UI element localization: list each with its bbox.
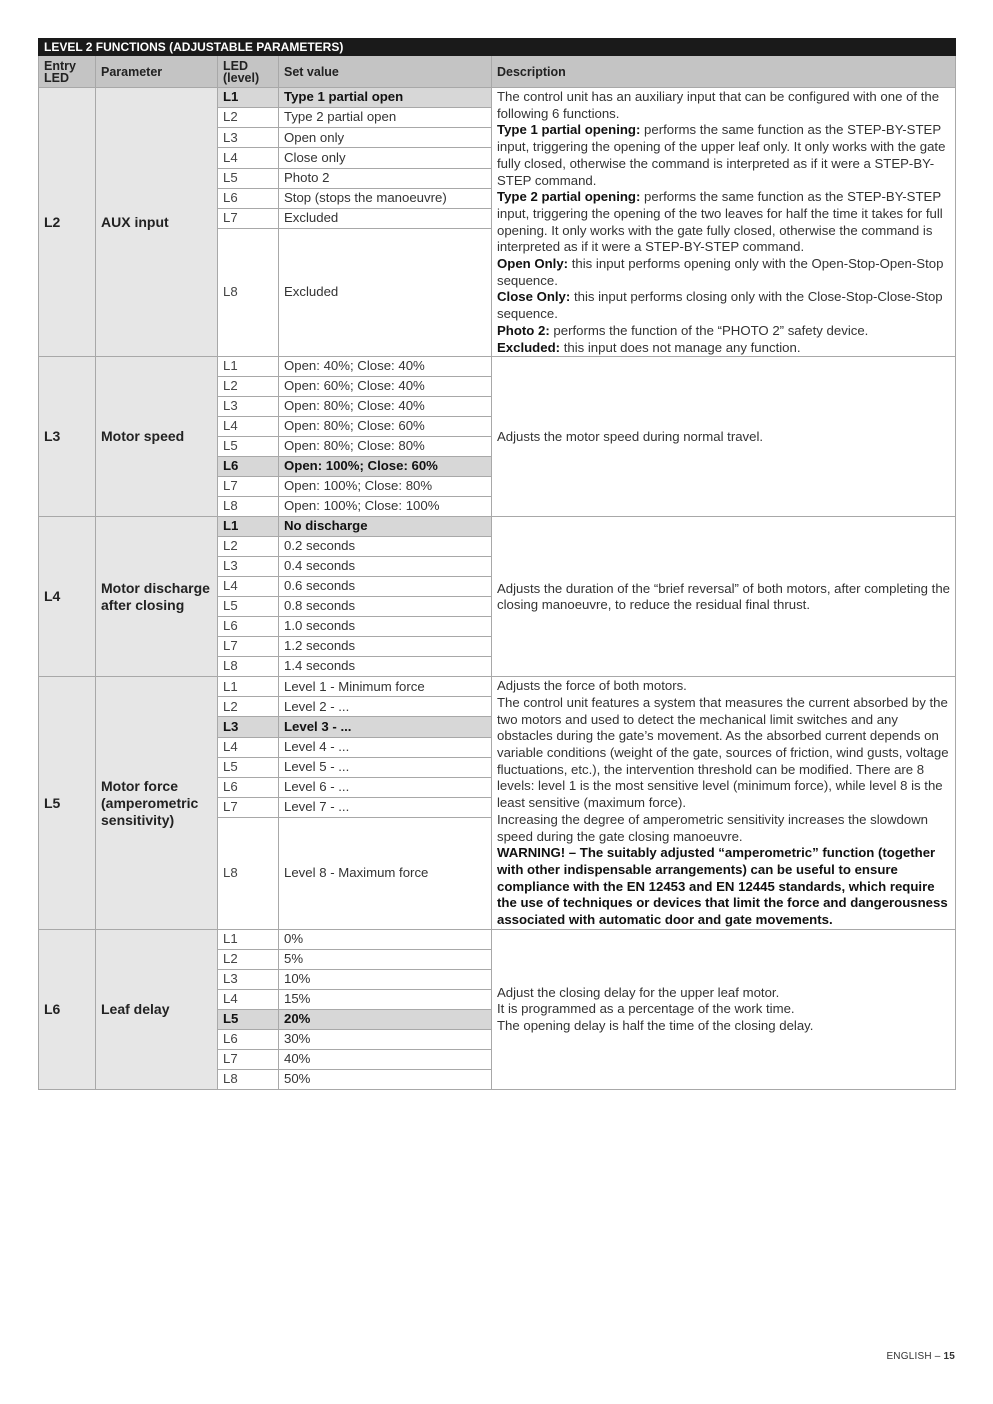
led-level-cell: L5 bbox=[218, 168, 279, 188]
group-l5-description bbox=[492, 677, 956, 930]
description-text: Adjusts the force of both motors. bbox=[497, 678, 687, 694]
led-level-cell: L2 bbox=[218, 949, 279, 969]
led-level-cell: L6 bbox=[218, 617, 279, 637]
led-level-cell: L3 bbox=[218, 397, 279, 417]
group-l2-parameter: AUX input bbox=[96, 88, 218, 357]
table-row bbox=[39, 88, 956, 108]
description-paragraph bbox=[497, 1018, 950, 1035]
group-l4-entry-led: L4 bbox=[39, 517, 96, 677]
led-level-cell: L4 bbox=[218, 737, 279, 757]
description-text: performs the same function as the STEP-BY-STEP input, triggering the opening of the upper leaf only. It only works with the gate fully closed, otherwise the command is interpreted as if it were a STEP-BY-STEP command. bbox=[497, 122, 946, 188]
led-level-cell: L4 bbox=[218, 417, 279, 437]
header-set-value: Set value bbox=[279, 56, 492, 88]
description-paragraph bbox=[497, 122, 950, 189]
led-level-cell: L5 bbox=[218, 437, 279, 457]
description-paragraph bbox=[497, 429, 950, 446]
description-text: this input performs closing only with the Close-Stop-Close-Stop sequence. bbox=[497, 289, 943, 322]
table-row bbox=[39, 517, 956, 537]
description-text: Adjusts the motor speed during normal travel. bbox=[497, 428, 764, 444]
set-value-cell: Level 8 - Maximum force bbox=[279, 818, 492, 930]
set-value-cell: No discharge bbox=[279, 517, 492, 537]
description-bold: Type 2 partial opening: bbox=[497, 189, 641, 205]
led-level-cell: L8 bbox=[218, 229, 279, 357]
description-paragraph bbox=[497, 845, 950, 929]
set-value-cell: Type 1 partial open bbox=[279, 88, 492, 108]
set-value-cell: Open only bbox=[279, 128, 492, 148]
led-level-cell: L1 bbox=[218, 929, 279, 949]
led-level-cell: L4 bbox=[218, 989, 279, 1009]
table-row bbox=[39, 357, 956, 377]
led-level-cell: L7 bbox=[218, 208, 279, 228]
group-l6-description bbox=[492, 929, 956, 1089]
led-level-cell: L3 bbox=[218, 557, 279, 577]
table-title: LEVEL 2 FUNCTIONS (ADJUSTABLE PARAMETERS) bbox=[39, 39, 956, 56]
set-value-cell: 15% bbox=[279, 989, 492, 1009]
description-text: The control unit features a system that measures the current absorbed by the two motors and used to detect the mechanical limit switches and any obstacles during the gate’s movement. As the absorbed current depends on variable conditions (weight of the gate, sources of friction, wind gusts, voltage fluctuations, etc.), the intervention threshold can be modified. There are 8 levels: level 1 is the most sensitive level (minimum force), while level 8 is the least sensitive (maximum force). bbox=[497, 694, 949, 811]
led-level-cell: L7 bbox=[218, 637, 279, 657]
set-value-cell: Photo 2 bbox=[279, 168, 492, 188]
set-value-cell: 30% bbox=[279, 1029, 492, 1049]
led-level-cell: L1 bbox=[218, 677, 279, 697]
led-level-cell: L7 bbox=[218, 797, 279, 817]
description-text: this input performs opening only with the Open-Stop-Open-Stop sequence. bbox=[497, 256, 944, 288]
set-value-cell: 0.2 seconds bbox=[279, 537, 492, 557]
description-paragraph bbox=[497, 812, 950, 845]
led-level-cell: L4 bbox=[218, 577, 279, 597]
led-level-cell: L6 bbox=[218, 777, 279, 797]
led-level-cell: L6 bbox=[218, 457, 279, 477]
set-value-cell: 1.4 seconds bbox=[279, 657, 492, 677]
header-entry-led: Entry LED bbox=[39, 56, 96, 88]
group-l2-description bbox=[492, 88, 956, 357]
footer-language: ENGLISH – bbox=[886, 1351, 944, 1362]
header-led-level: LED (level) bbox=[218, 56, 279, 88]
set-value-cell: Close only bbox=[279, 148, 492, 168]
page bbox=[38, 38, 955, 1362]
led-level-cell: L7 bbox=[218, 477, 279, 497]
set-value-cell: Open: 100%; Close: 80% bbox=[279, 477, 492, 497]
set-value-cell: 5% bbox=[279, 949, 492, 969]
description-paragraph bbox=[497, 1001, 950, 1018]
set-value-cell: Level 2 - ... bbox=[279, 697, 492, 717]
description-paragraph bbox=[497, 256, 950, 289]
set-value-cell: Open: 40%; Close: 40% bbox=[279, 357, 492, 377]
header-description: Description bbox=[492, 56, 956, 88]
led-level-cell: L8 bbox=[218, 1069, 279, 1089]
led-level-cell: L8 bbox=[218, 818, 279, 930]
group-l3-parameter: Motor speed bbox=[96, 357, 218, 517]
description-text: Increasing the degree of amperometric sensitivity increases the slowdown speed during the gate closing manoeuvre. bbox=[497, 811, 929, 844]
description-paragraph bbox=[497, 985, 950, 1002]
group-l6-entry-led: L6 bbox=[39, 929, 96, 1089]
led-level-cell: L7 bbox=[218, 1049, 279, 1069]
led-level-cell: L1 bbox=[218, 517, 279, 537]
set-value-cell: 10% bbox=[279, 969, 492, 989]
table-header-row bbox=[39, 56, 956, 88]
description-text: Adjust the closing delay for the upper leaf motor. bbox=[497, 984, 780, 1000]
set-value-cell: Open: 80%; Close: 60% bbox=[279, 417, 492, 437]
set-value-cell: Stop (stops the manoeuvre) bbox=[279, 188, 492, 208]
group-l5-parameter: Motor force (amperometric sensitivity) bbox=[96, 677, 218, 930]
set-value-cell: Level 6 - ... bbox=[279, 777, 492, 797]
description-text: this input does not manage any function. bbox=[560, 339, 801, 355]
set-value-cell: 0% bbox=[279, 929, 492, 949]
set-value-cell: Level 1 - Minimum force bbox=[279, 677, 492, 697]
led-level-cell: L8 bbox=[218, 497, 279, 517]
led-level-cell: L3 bbox=[218, 128, 279, 148]
description-text: The control unit has an auxiliary input that can be configured with one of the following 6 functions. bbox=[497, 89, 940, 121]
description-bold: Close Only: bbox=[497, 289, 571, 305]
set-value-cell: 1.2 seconds bbox=[279, 637, 492, 657]
table-body bbox=[39, 88, 956, 1090]
table-title-row bbox=[39, 39, 956, 56]
led-level-cell: L8 bbox=[218, 657, 279, 677]
description-paragraph bbox=[497, 340, 950, 357]
description-paragraph bbox=[497, 678, 950, 695]
set-value-cell: Level 3 - ... bbox=[279, 717, 492, 737]
table-row bbox=[39, 929, 956, 949]
description-bold: Open Only: bbox=[497, 256, 569, 272]
led-level-cell: L1 bbox=[218, 88, 279, 108]
description-paragraph bbox=[497, 89, 950, 122]
led-level-cell: L2 bbox=[218, 108, 279, 128]
set-value-cell: 0.4 seconds bbox=[279, 557, 492, 577]
led-level-cell: L3 bbox=[218, 969, 279, 989]
group-l5-entry-led: L5 bbox=[39, 677, 96, 930]
led-level-cell: L6 bbox=[218, 1029, 279, 1049]
set-value-cell: 50% bbox=[279, 1069, 492, 1089]
led-level-cell: L2 bbox=[218, 537, 279, 557]
description-text: performs the function of the “PHOTO 2” safety device. bbox=[549, 322, 869, 338]
set-value-cell: Open: 80%; Close: 80% bbox=[279, 437, 492, 457]
level2-functions-table bbox=[38, 38, 956, 1090]
set-value-cell: Excluded bbox=[279, 229, 492, 357]
description-bold: Photo 2: bbox=[497, 322, 550, 338]
group-l2-entry-led: L2 bbox=[39, 88, 96, 357]
set-value-cell: Excluded bbox=[279, 208, 492, 228]
set-value-cell: Open: 80%; Close: 40% bbox=[279, 397, 492, 417]
description-bold: Excluded: bbox=[497, 339, 561, 355]
description-paragraph bbox=[497, 289, 950, 322]
set-value-cell: 40% bbox=[279, 1049, 492, 1069]
table-row bbox=[39, 677, 956, 697]
page-number: 15 bbox=[943, 1351, 955, 1362]
led-level-cell: L5 bbox=[218, 597, 279, 617]
led-level-cell: L2 bbox=[218, 697, 279, 717]
group-l3-entry-led: L3 bbox=[39, 357, 96, 517]
description-text: The opening delay is half the time of the closing delay. bbox=[497, 1018, 814, 1034]
page-footer bbox=[886, 1351, 955, 1362]
set-value-cell: Level 4 - ... bbox=[279, 737, 492, 757]
group-l6-parameter: Leaf delay bbox=[96, 929, 218, 1089]
led-level-cell: L4 bbox=[218, 148, 279, 168]
set-value-cell: 1.0 seconds bbox=[279, 617, 492, 637]
description-paragraph bbox=[497, 189, 950, 256]
set-value-cell: Open: 60%; Close: 40% bbox=[279, 377, 492, 397]
set-value-cell: Level 5 - ... bbox=[279, 757, 492, 777]
group-l3-description bbox=[492, 357, 956, 517]
header-parameter: Parameter bbox=[96, 56, 218, 88]
set-value-cell: Open: 100%; Close: 60% bbox=[279, 457, 492, 477]
set-value-cell: 0.6 seconds bbox=[279, 577, 492, 597]
led-level-cell: L5 bbox=[218, 757, 279, 777]
set-value-cell: Open: 100%; Close: 100% bbox=[279, 497, 492, 517]
led-level-cell: L3 bbox=[218, 717, 279, 737]
set-value-cell: Level 7 - ... bbox=[279, 797, 492, 817]
description-text: Adjusts the duration of the “brief reversal” of both motors, after completing the closing manoeuvre, to reduce the residual final thrust. bbox=[497, 580, 950, 613]
description-bold: WARNING! – The suitably adjusted “amperometric” function (together with other indispensable arrangements) can be useful to ensure compliance with the EN 12453 and EN 12445 standards, which require the use of techniques or devices that limit the force and dangerousness associated with automatic door and gate movements. bbox=[497, 845, 948, 928]
led-level-cell: L5 bbox=[218, 1009, 279, 1029]
group-l4-parameter: Motor discharge after closing bbox=[96, 517, 218, 677]
description-paragraph bbox=[497, 695, 950, 812]
set-value-cell: Type 2 partial open bbox=[279, 108, 492, 128]
description-paragraph bbox=[497, 581, 950, 614]
description-paragraph bbox=[497, 323, 950, 340]
description-text: It is programmed as a percentage of the work time. bbox=[497, 1001, 795, 1017]
set-value-cell: 0.8 seconds bbox=[279, 597, 492, 617]
led-level-cell: L2 bbox=[218, 377, 279, 397]
group-l4-description bbox=[492, 517, 956, 677]
description-text: performs the same function as the STEP-BY-STEP input, triggering the opening of the two leaves for half the time it takes for full opening. It only works with the gate fully closed, otherwise the command is interpreted as if it were a STEP-BY-STEP command. bbox=[497, 189, 943, 255]
set-value-cell: 20% bbox=[279, 1009, 492, 1029]
led-level-cell: L6 bbox=[218, 188, 279, 208]
description-bold: Type 1 partial opening: bbox=[497, 122, 641, 138]
led-level-cell: L1 bbox=[218, 357, 279, 377]
